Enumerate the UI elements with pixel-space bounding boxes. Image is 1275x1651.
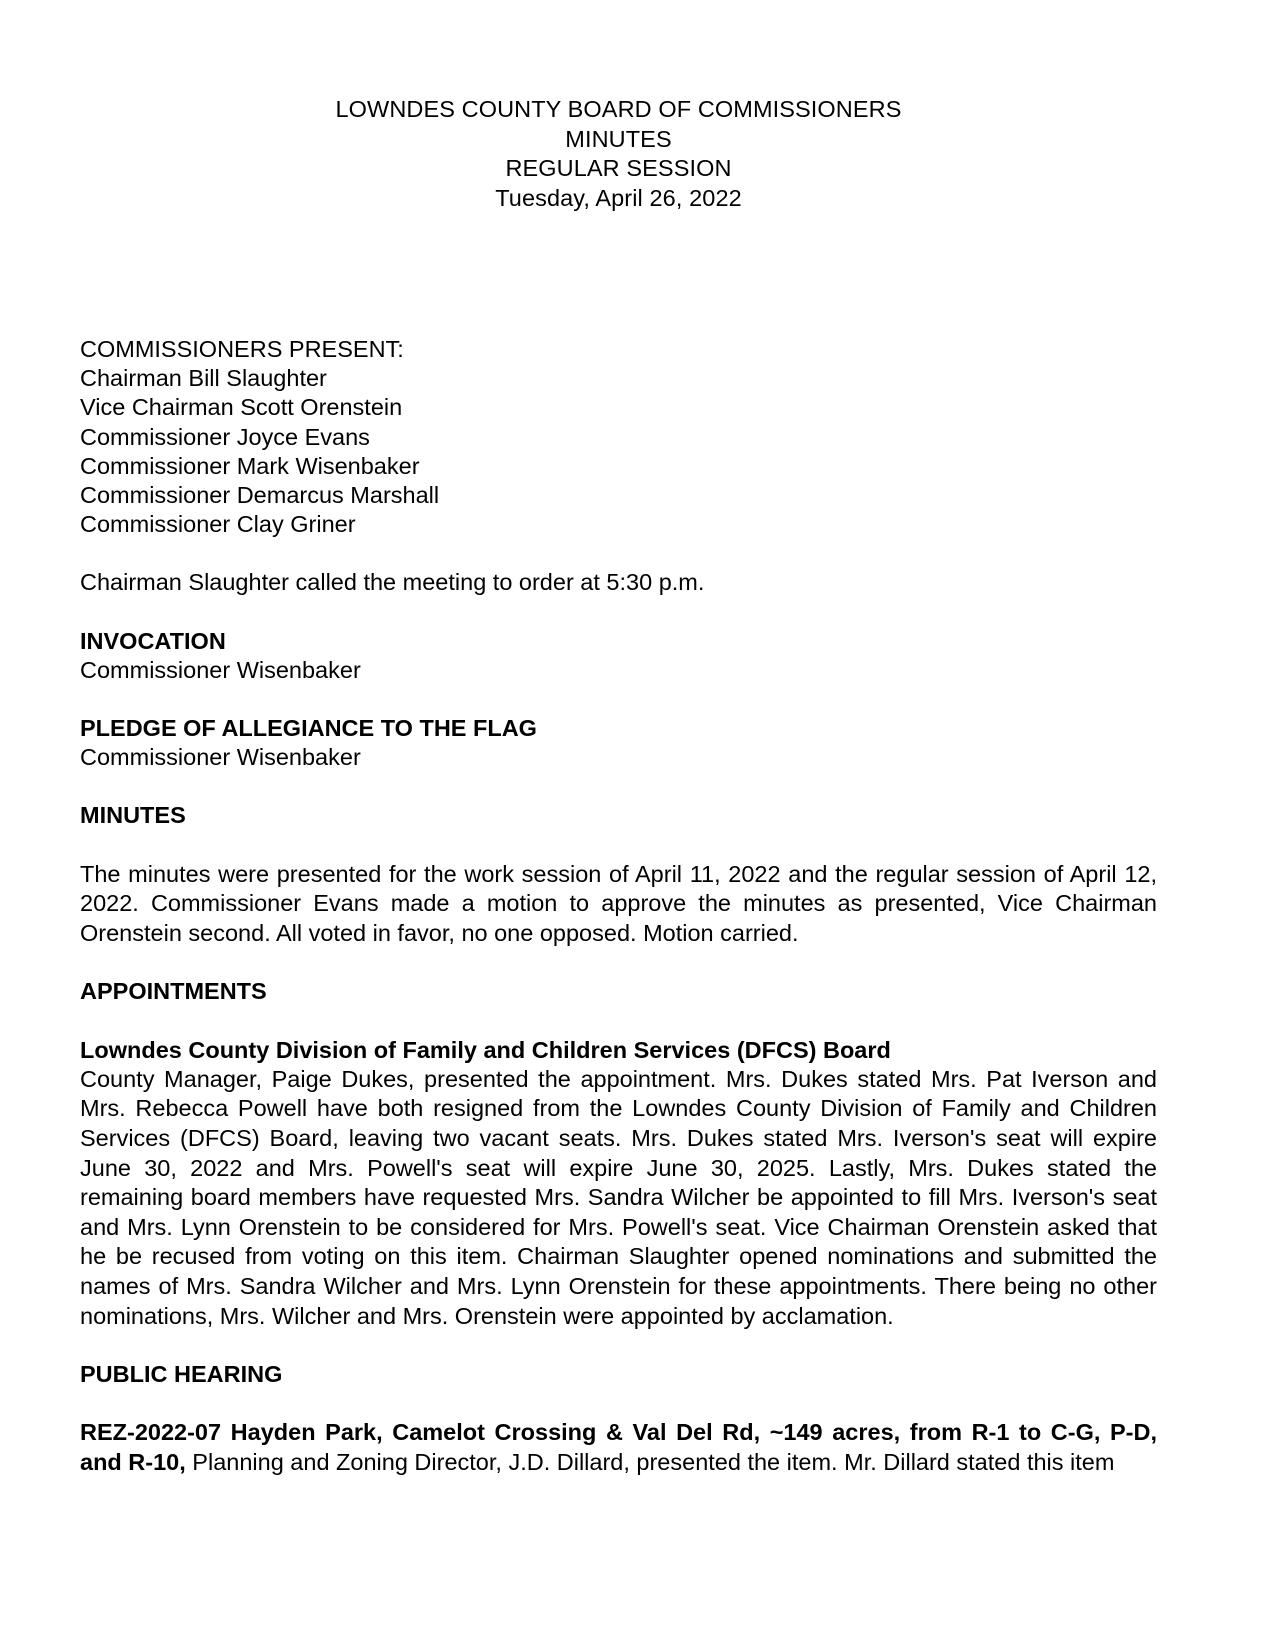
spacer-after-public-hearing-heading [80, 1389, 1157, 1418]
public-hearing-item-title: REZ-2022-07 Hayden Park, Camelot Crossing & Val Del Rd, ~149 acres, from R-1 to C-G, P-D, and R-10, [80, 1419, 1157, 1475]
spacer-before-pledge [80, 685, 1157, 714]
section-heading-pledge: PLEDGE OF ALLEGIANCE TO THE FLAG [80, 715, 537, 742]
commissioner-marshall: Commissioner Demarcus Marshall [80, 482, 440, 509]
pledge-body: Commissioner Wisenbaker [80, 744, 361, 771]
public-hearing-item-body: Planning and Zoning Director, J.D. Dillard, presented the item. Mr. Dillard stated this item [185, 1448, 1115, 1475]
commissioner-griner: Commissioner Clay Griner [80, 511, 356, 538]
commissioner-evans: Commissioner Joyce Evans [80, 423, 370, 450]
public-hearing-item-rez-2022-07 [80, 1418, 1157, 1477]
appointment-item-title-dfcs: Lowndes County Division of Family and Children Services (DFCS) Board [80, 1036, 891, 1063]
commissioner-wisenbaker: Commissioner Mark Wisenbaker [80, 452, 420, 479]
header-spacer [80, 213, 1157, 335]
commissioners-present-section [80, 335, 1157, 539]
spacer-before-minutes [80, 772, 1157, 801]
section-heading-public-hearing: PUBLIC HEARING [80, 1361, 283, 1388]
call-to-order-line: Chairman Slaughter called the meeting to order at 5:30 p.m. [80, 569, 705, 596]
section-heading-invocation: INVOCATION [80, 627, 226, 654]
section-heading-appointments: APPOINTMENTS [80, 978, 267, 1005]
minutes-body-paragraph: The minutes were presented for the work session of April 11, 2022 and the regular session of April 12, 2022. Commissioner Evans made a motion to approve the minutes as presented, Vice Chairman Orenstein second. All voted in favor, no one opposed. Motion carried. [80, 860, 1157, 946]
appointment-item-body-dfcs: County Manager, Paige Dukes, presented the appointment. Mrs. Dukes stated Mrs. Pat Iverson and Mrs. Rebecca Powell have both resigned from the Lowndes County Division of Family and Children Services (DFCS) Board, leaving two vacant seats. Mrs. Dukes stated Mrs. Iverson's seat will expire June 30, 2022 and Mrs. Powell's seat will expire June 30, 2025. Lastly, Mrs. Dukes stated the remaining board members have requested Mrs. Sandra Wilcher be appointed to fill Mrs. Iverson's seat and Mrs. Lynn Orenstein to be considered for Mrs. Powell's seat. Vice Chairman Orenstein asked that he be recused from voting on this item. Chairman Slaughter opened nominations and submitted the names of Mrs. Sandra Wilcher and Mrs. Lynn Orenstein for these appointments. There being no other nominations, Mrs. Wilcher and Mrs. Orenstein were appointed by acclamation. [80, 1065, 1157, 1329]
invocation-body: Commissioner Wisenbaker [80, 656, 361, 683]
spacer-before-appointments [80, 948, 1157, 977]
document-header [80, 95, 1157, 213]
spacer-after-minutes-heading [80, 831, 1157, 860]
header-line-organization: LOWNDES COUNTY BOARD OF COMMISSIONERS [335, 96, 902, 122]
header-line-document-type: MINUTES [565, 125, 672, 152]
header-line-date: Tuesday, April 26, 2022 [495, 184, 742, 211]
spacer-before-invocation [80, 598, 1157, 627]
commissioners-present-label: COMMISSIONERS PRESENT: [80, 336, 404, 362]
section-heading-minutes: MINUTES [80, 802, 186, 829]
spacer-before-call-to-order [80, 539, 1157, 568]
commissioner-chairman: Chairman Bill Slaughter [80, 365, 327, 392]
commissioner-vice-chairman: Vice Chairman Scott Orenstein [80, 394, 403, 421]
spacer-after-appointments-heading [80, 1007, 1157, 1036]
header-line-session-type: REGULAR SESSION [505, 155, 732, 181]
spacer-before-public-hearing [80, 1331, 1157, 1360]
